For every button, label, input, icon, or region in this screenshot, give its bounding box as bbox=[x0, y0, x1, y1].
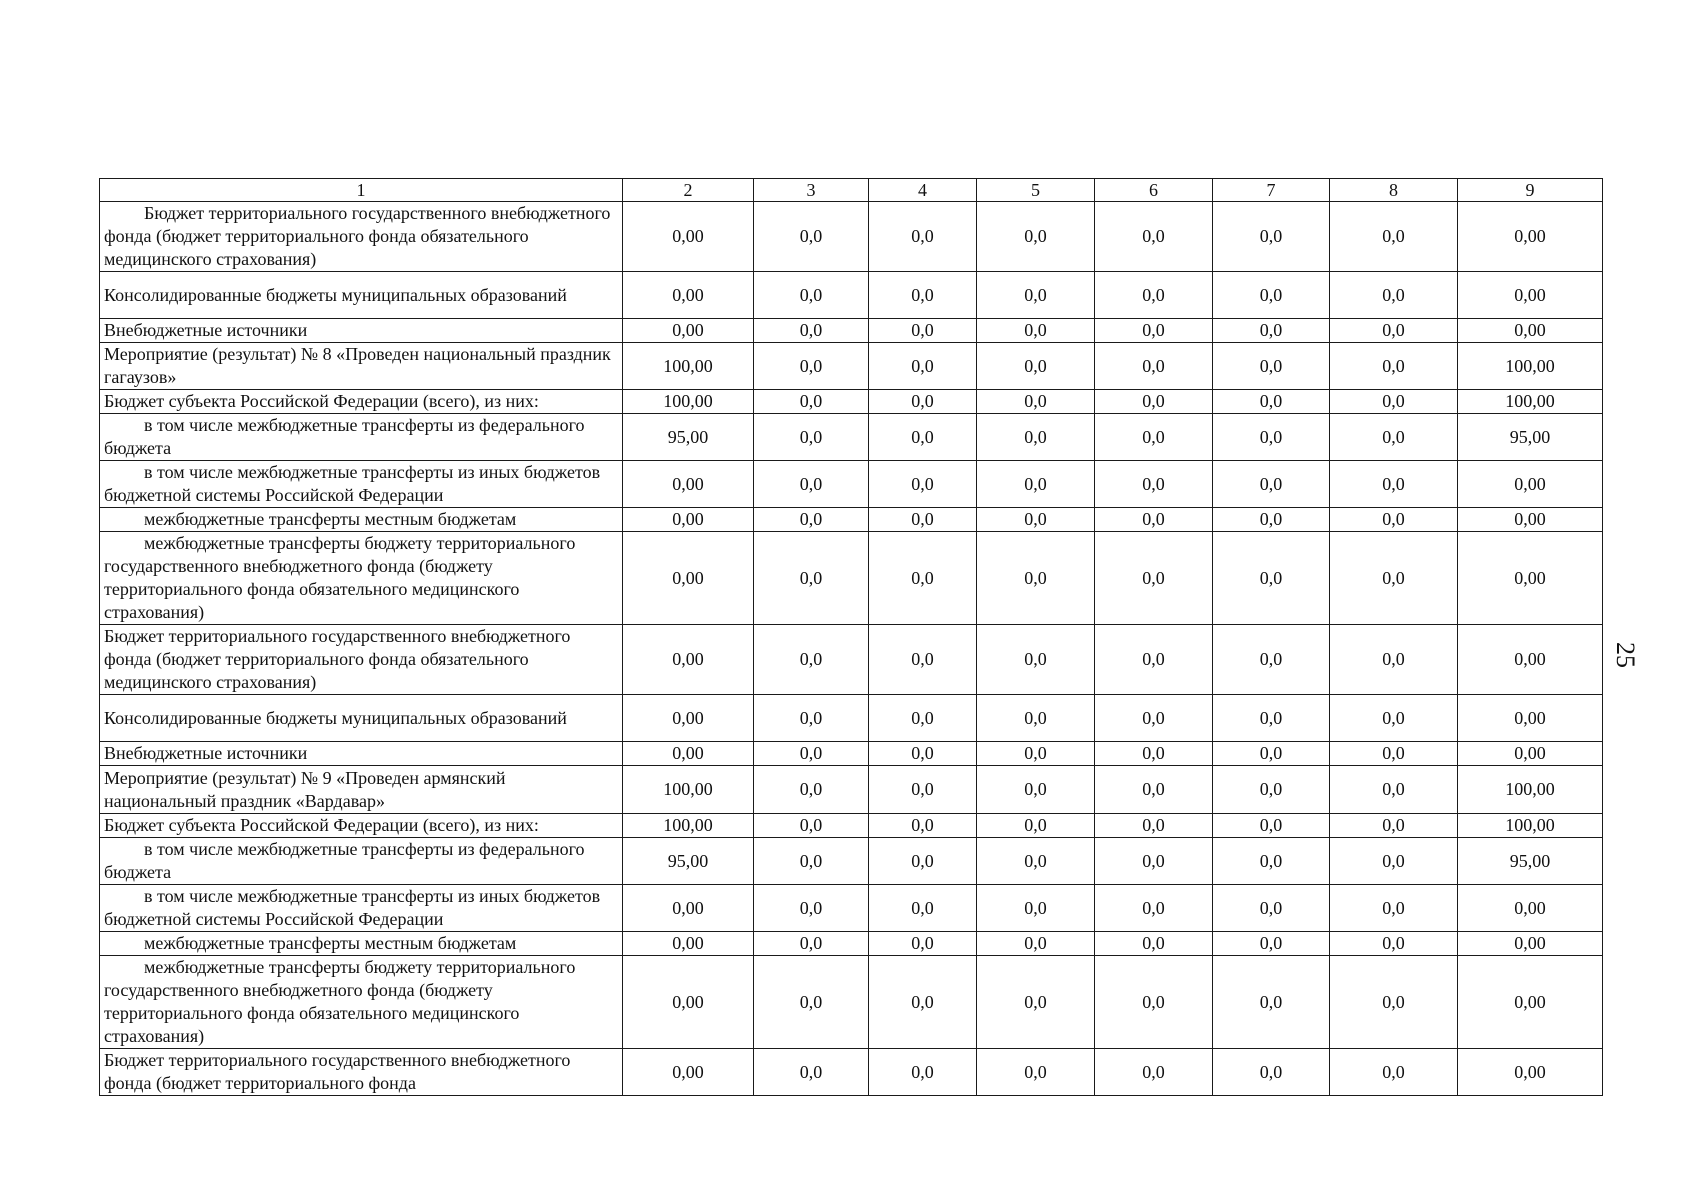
value-cell: 0,0 bbox=[754, 508, 869, 532]
value-cell: 0,0 bbox=[977, 202, 1095, 272]
value-cell: 0,0 bbox=[977, 814, 1095, 838]
row-label: Бюджет территориального государственного внебюджетного фонда (бюджет территориального фонда bbox=[100, 1049, 623, 1096]
value-cell: 0,0 bbox=[1095, 766, 1213, 814]
table-row bbox=[100, 695, 1603, 742]
value-cell: 100,00 bbox=[623, 766, 754, 814]
value-cell: 0,0 bbox=[869, 838, 977, 885]
value-cell: 0,00 bbox=[623, 202, 754, 272]
value-cell: 0,00 bbox=[1458, 319, 1603, 343]
value-cell: 0,0 bbox=[869, 625, 977, 695]
value-cell: 0,0 bbox=[1213, 461, 1330, 508]
value-cell: 0,0 bbox=[869, 695, 977, 742]
table-row bbox=[100, 414, 1603, 461]
value-cell: 0,0 bbox=[1330, 766, 1458, 814]
value-cell: 0,0 bbox=[754, 932, 869, 956]
column-header: 3 bbox=[754, 179, 869, 202]
row-label: Бюджет территориального государственного внебюджетного фонда (бюджет территориального фонда обязательного медицинского страхования) bbox=[100, 625, 623, 695]
value-cell: 0,00 bbox=[623, 625, 754, 695]
value-cell: 0,0 bbox=[869, 932, 977, 956]
value-cell: 0,0 bbox=[1095, 272, 1213, 319]
value-cell: 0,0 bbox=[977, 625, 1095, 695]
value-cell: 0,0 bbox=[977, 414, 1095, 461]
table-row bbox=[100, 766, 1603, 814]
value-cell: 0,0 bbox=[1330, 695, 1458, 742]
row-label: межбюджетные трансферты бюджету территориального государственного внебюджетного фонда (бюджету территориального фонда обязательного медицинского страхования) bbox=[100, 532, 623, 625]
value-cell: 0,0 bbox=[977, 885, 1095, 932]
value-cell: 0,00 bbox=[623, 695, 754, 742]
value-cell: 0,0 bbox=[869, 272, 977, 319]
value-cell: 95,00 bbox=[1458, 414, 1603, 461]
value-cell: 0,0 bbox=[977, 838, 1095, 885]
value-cell: 0,0 bbox=[1213, 956, 1330, 1049]
value-cell: 0,0 bbox=[869, 532, 977, 625]
value-cell: 0,0 bbox=[977, 532, 1095, 625]
value-cell: 0,0 bbox=[1330, 461, 1458, 508]
table-row bbox=[100, 343, 1603, 390]
row-label: Консолидированные бюджеты муниципальных образований bbox=[100, 272, 623, 319]
value-cell: 0,0 bbox=[1095, 532, 1213, 625]
value-cell: 0,0 bbox=[754, 319, 869, 343]
value-cell: 0,0 bbox=[1330, 625, 1458, 695]
value-cell: 0,0 bbox=[1095, 695, 1213, 742]
value-cell: 0,0 bbox=[1213, 414, 1330, 461]
row-label: Бюджет территориального государственного внебюджетного фонда (бюджет территориального фонда обязательного медицинского страхования) bbox=[100, 202, 623, 272]
table-row bbox=[100, 814, 1603, 838]
value-cell: 0,0 bbox=[1330, 272, 1458, 319]
value-cell: 0,0 bbox=[1095, 742, 1213, 766]
value-cell: 0,00 bbox=[1458, 461, 1603, 508]
value-cell: 95,00 bbox=[623, 414, 754, 461]
value-cell: 0,0 bbox=[1213, 742, 1330, 766]
value-cell: 0,0 bbox=[1330, 814, 1458, 838]
table-row bbox=[100, 1049, 1603, 1096]
row-label: Внебюджетные источники bbox=[100, 319, 623, 343]
value-cell: 0,00 bbox=[1458, 956, 1603, 1049]
value-cell: 100,00 bbox=[623, 390, 754, 414]
table-row bbox=[100, 625, 1603, 695]
value-cell: 0,00 bbox=[623, 508, 754, 532]
value-cell: 0,0 bbox=[1213, 390, 1330, 414]
value-cell: 0,0 bbox=[754, 742, 869, 766]
value-cell: 0,0 bbox=[1213, 838, 1330, 885]
value-cell: 0,0 bbox=[977, 272, 1095, 319]
value-cell: 0,0 bbox=[1095, 932, 1213, 956]
value-cell: 0,00 bbox=[1458, 202, 1603, 272]
value-cell: 0,0 bbox=[1095, 202, 1213, 272]
value-cell: 0,00 bbox=[623, 742, 754, 766]
value-cell: 0,0 bbox=[1213, 814, 1330, 838]
value-cell: 0,00 bbox=[1458, 1049, 1603, 1096]
value-cell: 100,00 bbox=[1458, 390, 1603, 414]
value-cell: 0,0 bbox=[1213, 625, 1330, 695]
value-cell: 0,0 bbox=[1213, 319, 1330, 343]
table-row bbox=[100, 202, 1603, 272]
value-cell: 0,0 bbox=[1213, 766, 1330, 814]
value-cell: 0,0 bbox=[754, 838, 869, 885]
value-cell: 0,0 bbox=[869, 319, 977, 343]
header-row bbox=[100, 179, 1603, 202]
value-cell: 0,0 bbox=[1095, 956, 1213, 1049]
row-label: Мероприятие (результат) № 8 «Проведен национальный праздник гагаузов» bbox=[100, 343, 623, 390]
table-row bbox=[100, 956, 1603, 1049]
value-cell: 0,0 bbox=[1330, 202, 1458, 272]
value-cell: 0,0 bbox=[754, 532, 869, 625]
value-cell: 0,0 bbox=[754, 414, 869, 461]
value-cell: 0,0 bbox=[869, 508, 977, 532]
value-cell: 0,0 bbox=[977, 319, 1095, 343]
value-cell: 0,0 bbox=[977, 932, 1095, 956]
value-cell: 0,0 bbox=[754, 956, 869, 1049]
value-cell: 0,0 bbox=[1095, 814, 1213, 838]
value-cell: 0,00 bbox=[1458, 532, 1603, 625]
value-cell: 0,00 bbox=[623, 272, 754, 319]
value-cell: 0,0 bbox=[977, 766, 1095, 814]
value-cell: 0,0 bbox=[1330, 343, 1458, 390]
row-label: Мероприятие (результат) № 9 «Проведен армянский национальный праздник «Вардавар» bbox=[100, 766, 623, 814]
value-cell: 0,0 bbox=[1095, 319, 1213, 343]
value-cell: 0,0 bbox=[754, 343, 869, 390]
row-label: Бюджет субъекта Российской Федерации (всего), из них: bbox=[100, 390, 623, 414]
column-header: 1 bbox=[100, 179, 623, 202]
table-row bbox=[100, 885, 1603, 932]
value-cell: 0,0 bbox=[869, 742, 977, 766]
column-header: 6 bbox=[1095, 179, 1213, 202]
value-cell: 0,0 bbox=[754, 766, 869, 814]
value-cell: 0,0 bbox=[1095, 508, 1213, 532]
value-cell: 0,00 bbox=[1458, 508, 1603, 532]
value-cell: 0,00 bbox=[623, 461, 754, 508]
value-cell: 0,0 bbox=[869, 202, 977, 272]
value-cell: 0,0 bbox=[869, 414, 977, 461]
budget-table bbox=[99, 178, 1603, 1096]
value-cell: 0,0 bbox=[1330, 885, 1458, 932]
row-label: Внебюджетные источники bbox=[100, 742, 623, 766]
value-cell: 0,0 bbox=[1213, 695, 1330, 742]
row-label: межбюджетные трансферты местным бюджетам bbox=[100, 932, 623, 956]
table-row bbox=[100, 532, 1603, 625]
value-cell: 0,0 bbox=[1330, 1049, 1458, 1096]
row-label: межбюджетные трансферты местным бюджетам bbox=[100, 508, 623, 532]
value-cell: 0,0 bbox=[1095, 838, 1213, 885]
table-row bbox=[100, 742, 1603, 766]
table-row bbox=[100, 319, 1603, 343]
value-cell: 0,00 bbox=[1458, 885, 1603, 932]
row-label: межбюджетные трансферты бюджету территориального государственного внебюджетного фонда (бюджету территориального фонда обязательного медицинского страхования) bbox=[100, 956, 623, 1049]
table-row bbox=[100, 838, 1603, 885]
value-cell: 0,0 bbox=[1330, 414, 1458, 461]
value-cell: 0,0 bbox=[869, 1049, 977, 1096]
column-header: 9 bbox=[1458, 179, 1603, 202]
value-cell: 0,0 bbox=[869, 343, 977, 390]
value-cell: 0,0 bbox=[1095, 343, 1213, 390]
value-cell: 0,00 bbox=[623, 1049, 754, 1096]
value-cell: 0,00 bbox=[623, 885, 754, 932]
value-cell: 0,0 bbox=[1330, 319, 1458, 343]
value-cell: 0,0 bbox=[1095, 461, 1213, 508]
value-cell: 0,0 bbox=[869, 390, 977, 414]
table-row bbox=[100, 461, 1603, 508]
table-row bbox=[100, 932, 1603, 956]
value-cell: 0,0 bbox=[977, 742, 1095, 766]
row-label: в том числе межбюджетные трансферты из иных бюджетов бюджетной системы Российской Федерации bbox=[100, 885, 623, 932]
value-cell: 0,0 bbox=[1330, 932, 1458, 956]
value-cell: 0,00 bbox=[1458, 695, 1603, 742]
row-label: в том числе межбюджетные трансферты из федерального бюджета bbox=[100, 414, 623, 461]
value-cell: 0,00 bbox=[623, 532, 754, 625]
value-cell: 0,0 bbox=[1095, 390, 1213, 414]
value-cell: 0,00 bbox=[623, 956, 754, 1049]
value-cell: 0,0 bbox=[1330, 508, 1458, 532]
value-cell: 0,0 bbox=[1330, 532, 1458, 625]
value-cell: 0,0 bbox=[1095, 414, 1213, 461]
column-header: 4 bbox=[869, 179, 977, 202]
value-cell: 100,00 bbox=[623, 343, 754, 390]
value-cell: 0,0 bbox=[977, 956, 1095, 1049]
value-cell: 0,0 bbox=[1213, 508, 1330, 532]
row-label: в том числе межбюджетные трансферты из федерального бюджета bbox=[100, 838, 623, 885]
value-cell: 0,0 bbox=[754, 814, 869, 838]
value-cell: 0,0 bbox=[977, 343, 1095, 390]
value-cell: 0,0 bbox=[869, 814, 977, 838]
page-number: 25 bbox=[1611, 642, 1640, 668]
value-cell: 0,0 bbox=[1330, 742, 1458, 766]
value-cell: 100,00 bbox=[1458, 814, 1603, 838]
table-row bbox=[100, 272, 1603, 319]
value-cell: 0,00 bbox=[1458, 272, 1603, 319]
value-cell: 0,0 bbox=[1213, 343, 1330, 390]
value-cell: 0,0 bbox=[1330, 956, 1458, 1049]
column-header: 8 bbox=[1330, 179, 1458, 202]
value-cell: 0,0 bbox=[1095, 625, 1213, 695]
column-header: 5 bbox=[977, 179, 1095, 202]
value-cell: 0,0 bbox=[869, 885, 977, 932]
column-header: 7 bbox=[1213, 179, 1330, 202]
value-cell: 0,0 bbox=[869, 461, 977, 508]
value-cell: 0,0 bbox=[754, 461, 869, 508]
value-cell: 0,0 bbox=[754, 202, 869, 272]
value-cell: 0,0 bbox=[1330, 838, 1458, 885]
value-cell: 0,0 bbox=[1095, 885, 1213, 932]
table-body bbox=[100, 202, 1603, 1096]
value-cell: 95,00 bbox=[623, 838, 754, 885]
table-row bbox=[100, 508, 1603, 532]
value-cell: 0,0 bbox=[1213, 885, 1330, 932]
value-cell: 0,0 bbox=[977, 1049, 1095, 1096]
value-cell: 0,0 bbox=[754, 695, 869, 742]
value-cell: 0,0 bbox=[1213, 1049, 1330, 1096]
value-cell: 0,0 bbox=[1213, 532, 1330, 625]
row-label: в том числе межбюджетные трансферты из иных бюджетов бюджетной системы Российской Федерации bbox=[100, 461, 623, 508]
value-cell: 0,0 bbox=[977, 461, 1095, 508]
value-cell: 0,00 bbox=[1458, 742, 1603, 766]
value-cell: 0,00 bbox=[623, 932, 754, 956]
value-cell: 0,0 bbox=[1213, 932, 1330, 956]
value-cell: 100,00 bbox=[1458, 343, 1603, 390]
value-cell: 0,00 bbox=[1458, 932, 1603, 956]
row-label: Бюджет субъекта Российской Федерации (всего), из них: bbox=[100, 814, 623, 838]
value-cell: 0,0 bbox=[754, 272, 869, 319]
value-cell: 0,0 bbox=[977, 695, 1095, 742]
value-cell: 0,0 bbox=[1095, 1049, 1213, 1096]
value-cell: 0,0 bbox=[869, 766, 977, 814]
value-cell: 0,0 bbox=[754, 625, 869, 695]
value-cell: 100,00 bbox=[623, 814, 754, 838]
value-cell: 95,00 bbox=[1458, 838, 1603, 885]
value-cell: 0,0 bbox=[977, 508, 1095, 532]
value-cell: 0,0 bbox=[1213, 272, 1330, 319]
value-cell: 0,0 bbox=[754, 390, 869, 414]
row-label: Консолидированные бюджеты муниципальных образований bbox=[100, 695, 623, 742]
table-row bbox=[100, 390, 1603, 414]
value-cell: 0,0 bbox=[977, 390, 1095, 414]
column-header: 2 bbox=[623, 179, 754, 202]
value-cell: 0,0 bbox=[869, 956, 977, 1049]
value-cell: 0,0 bbox=[1213, 202, 1330, 272]
value-cell: 0,0 bbox=[754, 1049, 869, 1096]
value-cell: 100,00 bbox=[1458, 766, 1603, 814]
value-cell: 0,00 bbox=[1458, 625, 1603, 695]
value-cell: 0,0 bbox=[754, 885, 869, 932]
value-cell: 0,00 bbox=[623, 319, 754, 343]
value-cell: 0,0 bbox=[1330, 390, 1458, 414]
